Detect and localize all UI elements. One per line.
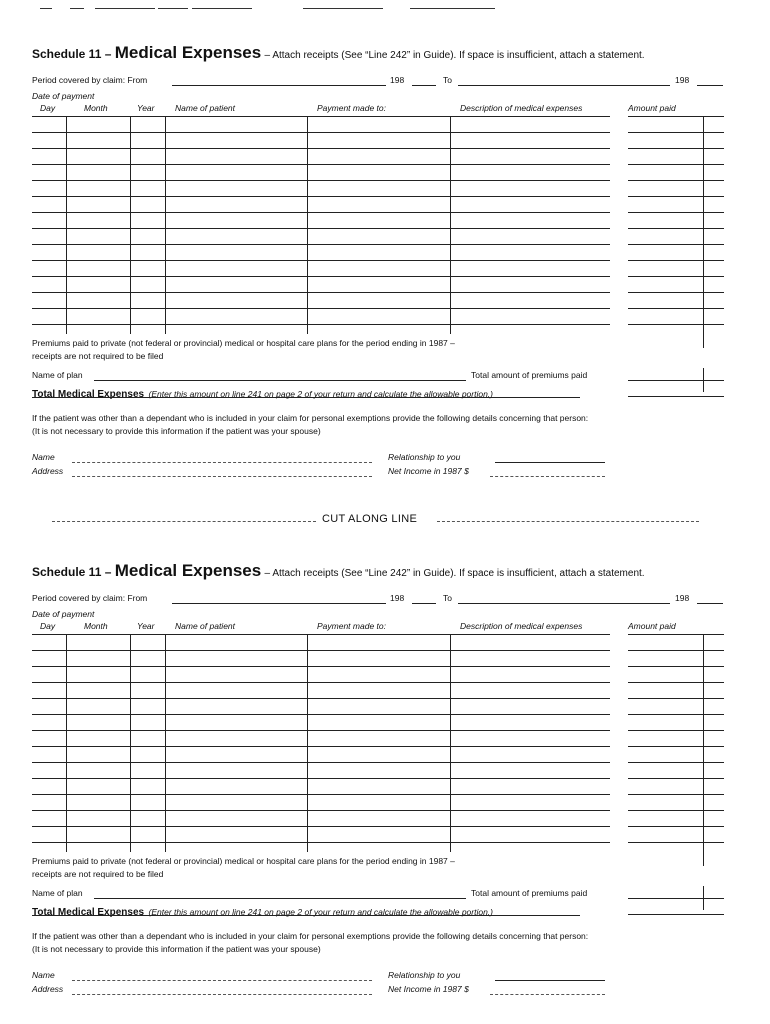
schedule-11-top: [0, 0, 770, 500]
table-row[interactable]: [32, 650, 610, 651]
table-row[interactable]: [32, 212, 610, 213]
net-income-label: Net Income in 1987 $: [388, 466, 469, 476]
table-row[interactable]: [32, 746, 610, 747]
table-row[interactable]: [628, 730, 724, 731]
table-row[interactable]: [628, 682, 724, 683]
patient-note-line2: (It is not necessary to provide this information if the patient was your spouse): [32, 426, 321, 436]
net-income-field[interactable]: [490, 476, 605, 477]
col-year-header: Year: [137, 621, 155, 631]
address-label: Address: [32, 984, 64, 994]
col-divider: [66, 634, 67, 852]
period-from-label: Period covered by claim: From: [32, 593, 148, 603]
schedule-title: Schedule 11 – Medical Expenses – Attach receipts (See “Line 242” in Guide). If space is insufficient, attach a statement.: [32, 43, 645, 62]
table-row[interactable]: [628, 148, 724, 149]
total-medical-note: (Enter this amount on line 241 on page 2 of your return and calculate the allowable portion.): [148, 907, 493, 917]
schedule-11-bottom: [0, 518, 770, 1018]
address-label: Address: [32, 466, 64, 476]
table-row[interactable]: [32, 810, 610, 811]
table-row[interactable]: [628, 292, 724, 293]
name-of-plan-label: Name of plan: [32, 370, 83, 380]
table-row[interactable]: [32, 164, 610, 165]
name-label: Name: [32, 452, 55, 462]
col-description-header: Description of medical expenses: [460, 103, 583, 113]
table-row[interactable]: [628, 634, 724, 635]
table-row[interactable]: [32, 180, 610, 181]
col-divider: [66, 116, 67, 334]
table-row[interactable]: [628, 228, 724, 229]
premiums-text-line1: Premiums paid to private (not federal or provincial) medical or hospital care plans for the period ending in 1987 –: [32, 856, 455, 866]
table-row[interactable]: [32, 260, 610, 261]
table-row[interactable]: [32, 634, 610, 635]
relationship-label: Relationship to you: [388, 970, 461, 980]
table-row[interactable]: [628, 324, 724, 325]
period-year2: 198: [675, 593, 690, 603]
total-medical-label: Total Medical Expenses: [32, 907, 145, 918]
name-label: Name: [32, 970, 55, 980]
table-row[interactable]: [628, 196, 724, 197]
name-field[interactable]: [72, 462, 372, 463]
table-row[interactable]: [628, 826, 724, 827]
total-medical-field[interactable]: [628, 914, 724, 915]
table-row[interactable]: [628, 810, 724, 811]
date-of-payment-label: Date of payment: [32, 91, 95, 101]
total-premiums-label: Total amount of premiums paid: [471, 370, 588, 380]
patient-note-line1: If the patient was other than a dependant who is included in your claim for personal exemptions provide the following details concerning that person:: [32, 413, 589, 423]
total-medical-field[interactable]: [628, 396, 724, 397]
table-row[interactable]: [32, 276, 610, 277]
table-row[interactable]: [32, 762, 610, 763]
col-divider: [450, 634, 451, 852]
table-row[interactable]: [628, 164, 724, 165]
table-row[interactable]: [32, 244, 610, 245]
col-divider: [703, 634, 704, 866]
table-row[interactable]: [32, 132, 610, 133]
table-row[interactable]: [32, 826, 610, 827]
table-row[interactable]: [628, 116, 724, 117]
col-divider: [307, 634, 308, 852]
table-row[interactable]: [32, 666, 610, 667]
table-row[interactable]: [32, 308, 610, 309]
table-row[interactable]: [628, 794, 724, 795]
schedule-title: Schedule 11 – Medical Expenses – Attach receipts (See “Line 242” in Guide). If space is insufficient, attach a statement.: [32, 561, 645, 580]
table-row[interactable]: [628, 276, 724, 277]
col-amount-header: Amount paid: [628, 621, 676, 631]
table-row[interactable]: [628, 212, 724, 213]
table-row[interactable]: [628, 244, 724, 245]
net-income-field[interactable]: [490, 994, 605, 995]
name-of-plan-field[interactable]: [94, 898, 466, 899]
col-divider: [450, 116, 451, 334]
relationship-field[interactable]: [495, 980, 605, 981]
col-description-header: Description of medical expenses: [460, 621, 583, 631]
patient-note-line2: (It is not necessary to provide this information if the patient was your spouse): [32, 944, 321, 954]
table-row[interactable]: [32, 778, 610, 779]
total-medical-row: [32, 902, 493, 920]
table-row[interactable]: [628, 698, 724, 699]
col-year-header: Year: [137, 103, 155, 113]
col-divider: [703, 368, 704, 392]
col-divider: [703, 886, 704, 910]
table-row[interactable]: [628, 666, 724, 667]
table-row[interactable]: [32, 228, 610, 229]
period-from-label: Period covered by claim: From: [32, 75, 148, 85]
table-row[interactable]: [628, 746, 724, 747]
total-underline: [32, 915, 580, 916]
col-divider: [165, 116, 166, 334]
table-row[interactable]: [32, 292, 610, 293]
table-row[interactable]: [32, 714, 610, 715]
total-medical-note: (Enter this amount on line 241 on page 2 of your return and calculate the allowable portion.): [148, 389, 493, 399]
period-to-label: To: [443, 75, 452, 85]
col-day-header: Day: [40, 103, 56, 113]
table-row[interactable]: [628, 180, 724, 181]
premiums-text-line1: Premiums paid to private (not federal or provincial) medical or hospital care plans for the period ending in 1987 –: [32, 338, 455, 348]
table-row[interactable]: [32, 730, 610, 731]
table-row[interactable]: [32, 842, 610, 843]
table-row[interactable]: [628, 762, 724, 763]
cut-along-line-label: CUT ALONG LINE: [322, 513, 418, 525]
name-field[interactable]: [72, 980, 372, 981]
address-field[interactable]: [72, 476, 372, 477]
table-row[interactable]: [32, 196, 610, 197]
date-of-payment-label: Date of payment: [32, 609, 95, 619]
total-medical-label: Total Medical Expenses: [32, 389, 145, 400]
name-of-plan-label: Name of plan: [32, 888, 83, 898]
total-medical-row: [32, 384, 493, 402]
table-row[interactable]: [32, 682, 610, 683]
col-amount-header: Amount paid: [628, 103, 676, 113]
table-row[interactable]: [628, 308, 724, 309]
col-payment-header: Payment made to:: [317, 103, 386, 113]
expense-table[interactable]: [0, 518, 770, 1018]
period-year1: 198: [390, 593, 405, 603]
premiums-text-line2: receipts are not required to be filed: [32, 869, 164, 879]
table-row[interactable]: [32, 148, 610, 149]
table-row[interactable]: [32, 324, 610, 325]
premiums-text-line2: receipts are not required to be filed: [32, 351, 164, 361]
table-row[interactable]: [628, 650, 724, 651]
col-divider: [165, 634, 166, 852]
col-month-header: Month: [84, 621, 108, 631]
table-row[interactable]: [32, 794, 610, 795]
period-to-label: To: [443, 593, 452, 603]
period-year2: 198: [675, 75, 690, 85]
table-row[interactable]: [32, 698, 610, 699]
address-field[interactable]: [72, 994, 372, 995]
table-row[interactable]: [32, 116, 610, 117]
expense-table[interactable]: [0, 0, 770, 500]
table-row[interactable]: [628, 132, 724, 133]
col-day-header: Day: [40, 621, 56, 631]
table-row[interactable]: [628, 714, 724, 715]
total-premiums-field[interactable]: [628, 898, 724, 899]
table-row[interactable]: [628, 842, 724, 843]
col-divider: [130, 634, 131, 852]
col-payment-header: Payment made to:: [317, 621, 386, 631]
period-year1: 198: [390, 75, 405, 85]
net-income-label: Net Income in 1987 $: [388, 984, 469, 994]
name-of-plan-field[interactable]: [94, 380, 466, 381]
col-divider: [130, 116, 131, 334]
col-patient-header: Name of patient: [175, 621, 236, 631]
relationship-field[interactable]: [495, 462, 605, 463]
relationship-label: Relationship to you: [388, 452, 461, 462]
patient-note-line1: If the patient was other than a dependant who is included in your claim for personal exemptions provide the following details concerning that person:: [32, 931, 589, 941]
total-underline: [32, 397, 580, 398]
table-row[interactable]: [628, 778, 724, 779]
table-row[interactable]: [628, 260, 724, 261]
total-premiums-field[interactable]: [628, 380, 724, 381]
col-patient-header: Name of patient: [175, 103, 236, 113]
col-divider: [703, 116, 704, 348]
col-divider: [307, 116, 308, 334]
col-month-header: Month: [84, 103, 108, 113]
total-premiums-label: Total amount of premiums paid: [471, 888, 588, 898]
